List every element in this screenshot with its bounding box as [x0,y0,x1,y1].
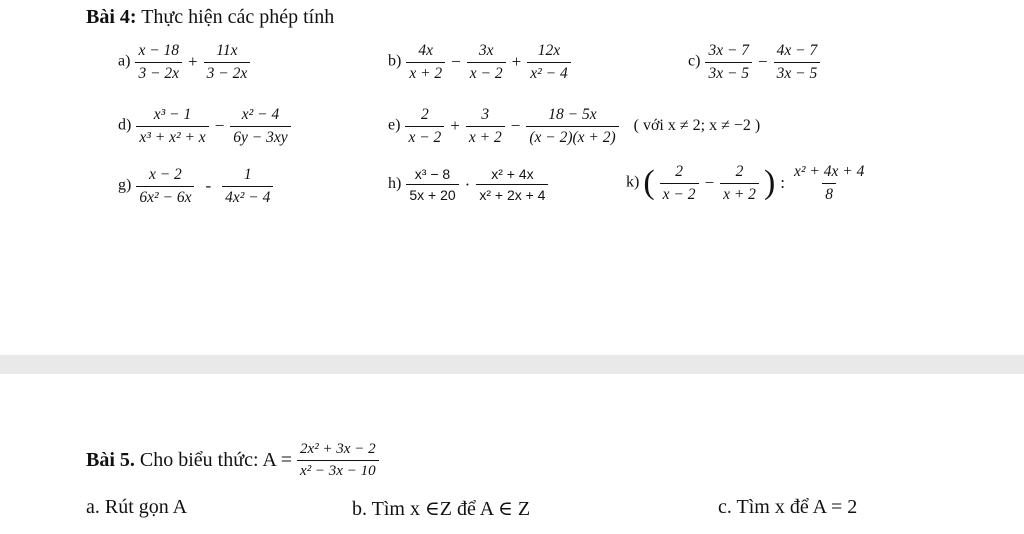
denominator: 4x² − 4 [222,186,273,206]
problem-label: g) [118,176,132,194]
denominator: x + 2 [720,183,759,203]
denominator: x + 2 [406,62,445,82]
fraction [466,107,505,145]
denominator: 3x − 5 [774,62,821,82]
fraction [705,43,752,81]
problem-label: c) [688,52,701,70]
problem-label: h) [388,175,402,193]
denominator: x² − 3x − 10 [297,460,379,479]
numerator: 3 [481,106,490,123]
fraction [222,167,273,205]
fraction [406,167,458,202]
problem-g [118,167,274,205]
numerator: 2 [735,163,744,180]
problem-a [118,43,251,81]
numerator: 18 − 5x [548,106,597,123]
fraction [135,43,182,81]
operator: · [464,174,471,194]
numerator: 3x − 7 [708,42,750,59]
denominator: 3 − 2x [135,62,182,82]
fraction [467,43,506,81]
fraction [136,107,208,145]
problem-e [388,107,760,145]
numerator: 2x² + 3x − 2 [300,441,376,457]
exercise-4-number: Bài 4: [86,6,137,28]
part-c: c. Tìm x để A = 2 [718,496,858,518]
fraction [476,167,548,202]
exercise-5-title [86,442,380,479]
numerator: x − 2 [148,166,182,183]
denominator: x − 2 [405,126,444,146]
operator: + [511,52,522,71]
exercise-5-instruction: Cho biểu thức: A = [134,449,293,471]
problem-d [118,107,292,145]
exercise-5-number: Bài 5. [86,449,135,471]
numerator: 11x [216,42,238,59]
numerator: 3x [478,42,494,59]
problem-label: a) [118,52,131,70]
fraction [526,107,618,145]
operator: − [704,173,715,192]
numerator: x² + 4x + 4 [794,163,865,180]
exercise-4-instruction: Thực hiện các phép tính [136,6,335,28]
operator: + [450,116,460,135]
fraction [660,164,699,202]
denominator: x³ + x² + x [136,126,208,146]
numerator: x³ − 8 [414,166,451,182]
fraction [527,43,571,81]
fraction [405,107,444,145]
document-page-2 [0,374,1024,534]
numerator: 12x [537,42,561,59]
fraction [204,43,251,81]
denominator: 3x − 5 [705,62,752,82]
problem-label: d) [118,116,132,134]
close-parenthesis: ) [763,164,776,201]
denominator: x + 2 [466,126,505,146]
operator: : [780,173,785,192]
part-a: a. Rút gọn A [86,496,188,518]
numerator: 2 [420,106,429,123]
problem-k [626,164,868,202]
numerator: 4x [418,42,434,59]
part-b: b. Tìm x ∈Z để A ∈ Z [352,498,531,520]
expression-A [297,442,379,479]
problem-label: b) [388,52,402,70]
denominator: x − 2 [467,62,506,82]
problem-c [688,43,821,81]
problem-label: e) [388,116,401,134]
operator: − [451,52,461,71]
denominator: 6y − 3xy [230,126,290,146]
operator: − [510,116,521,135]
operator: - [205,176,212,195]
problem-h [388,167,549,202]
fraction [791,164,867,202]
numerator: 1 [243,166,252,183]
denominator: 6x² − 6x [136,186,194,206]
fraction [406,43,445,81]
fraction [774,43,821,81]
fraction [720,164,759,202]
fraction [230,107,290,145]
numerator: 4x − 7 [776,42,818,59]
numerator: x² − 4 [241,106,280,123]
fraction [136,167,194,205]
denominator: x² + 2x + 4 [476,184,548,202]
numerator: 2 [675,163,683,180]
problem-label: k) [626,173,640,191]
denominator: x − 2 [660,183,699,203]
denominator: 8 [822,183,836,203]
denominator: x² − 4 [527,62,571,82]
exercise-4-title [86,6,334,29]
numerator: x³ − 1 [153,106,192,123]
numerator: x − 18 [138,42,180,59]
problem-b [388,43,572,81]
denominator: 3 − 2x [204,62,251,82]
domain-condition: ( với x ≠ 2; x ≠ −2 ) [633,117,761,134]
open-parenthesis: ( [643,164,655,201]
denominator: (x − 2)(x + 2) [526,126,618,146]
operator: − [214,116,225,135]
operator: − [758,52,768,71]
numerator: x² + 4x [491,166,534,182]
operator: + [188,52,198,71]
denominator: 5x + 20 [406,184,458,202]
